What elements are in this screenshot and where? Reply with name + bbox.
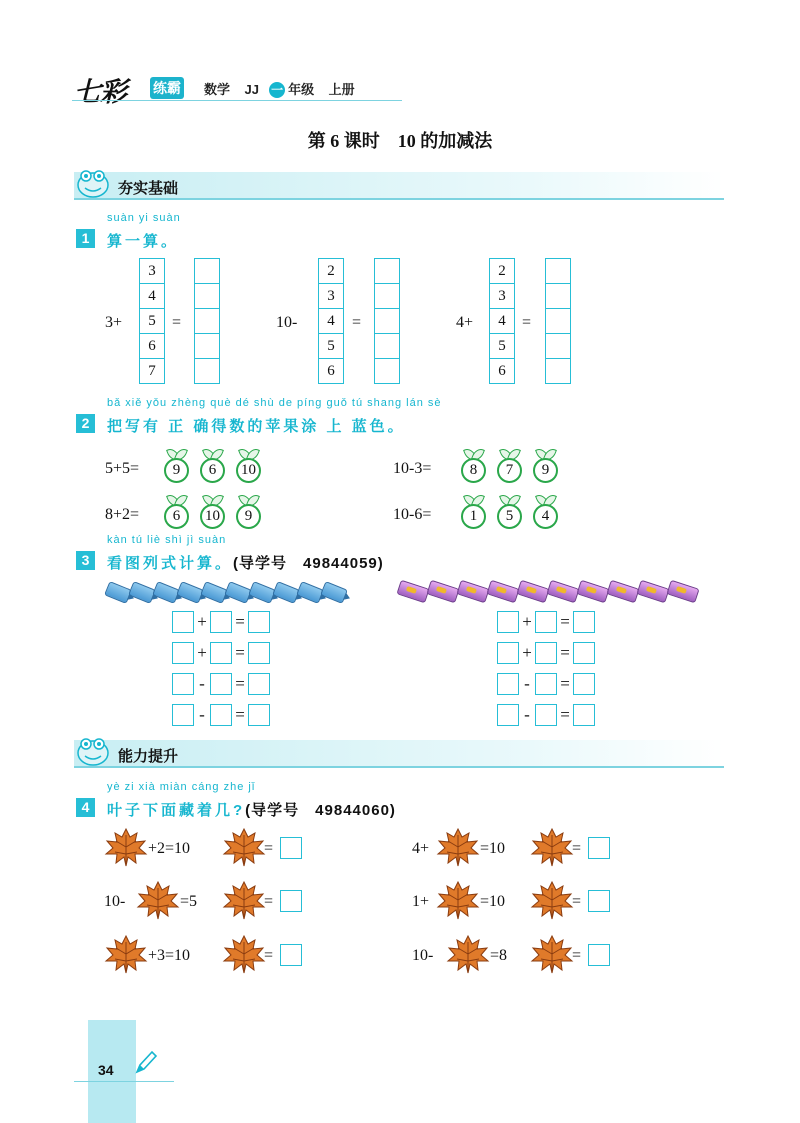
q1-instruction: 算一算。 [107,233,180,250]
footer-divider [74,1081,174,1082]
apple-number: 5 [497,504,522,529]
q4-left-suffix: +3=10 [148,947,191,964]
q1-g2-equals: = [352,314,362,331]
q4-number: 4 [76,798,95,817]
maple-leaf-icon [530,934,574,974]
page-number: 34 [98,1062,114,1078]
q3-number: 3 [76,551,95,570]
q1-g3-prefix: 4+ [456,314,474,331]
section-title-basics: 夯实基础 [118,180,179,197]
apple-number: 10 [236,458,261,483]
q4-right-suffix: =10 [480,840,506,857]
q1-g3-cell: 4 [489,309,515,334]
q3-answer-box[interactable] [210,673,232,695]
q3-answer-box[interactable] [573,673,595,695]
q4-right-prefix: 1+ [412,893,430,910]
lesson-title: 第 6 课时 10 的加减法 [307,131,493,151]
q2-expr: 10-3= [393,460,432,477]
q3-answer-box[interactable] [210,704,232,726]
q3-equation-row [172,699,270,730]
q1-answer-box[interactable] [545,359,571,384]
maple-leaf-icon [530,880,574,920]
q1-answer-box[interactable] [374,359,400,384]
q3-right-equations [497,606,595,730]
q1-g3-cell: 2 [489,258,515,284]
grade-label: 年级 [288,82,315,97]
q3-answer-box[interactable] [210,611,232,633]
q4-right-prefix: 4+ [412,840,430,857]
q1-g1-answer-column [194,258,220,384]
q3-answer-box[interactable] [497,673,519,695]
q2-number: 2 [76,414,95,433]
bus-icon [486,580,519,604]
q3-answer-box[interactable] [535,673,557,695]
bus-icon [456,580,489,604]
q4-equals: = [264,947,274,964]
q1-g1-cell: 3 [139,258,165,284]
subject: 数学 [204,82,231,97]
apple-option[interactable] [497,492,522,528]
q1-g2-input-column [318,258,344,384]
apple-option[interactable] [164,446,189,482]
q3-instruction [107,552,384,573]
q3-answer-box[interactable] [535,704,557,726]
q3-answer-box[interactable] [248,704,270,726]
q3-equation-row [172,668,270,699]
q3-answer-box[interactable] [573,611,595,633]
q1-g1-cell: 6 [139,334,165,359]
q3-op: + [197,642,207,662]
header [72,68,412,108]
apple-option[interactable] [236,492,261,528]
q3-eq: = [560,642,570,662]
q3-op: - [199,704,205,724]
q3-equation-row [172,606,270,637]
q3-answer-box[interactable] [535,642,557,664]
q2-expr: 10-6= [393,506,432,523]
apple-number: 4 [533,504,558,529]
q3-answer-box[interactable] [248,611,270,633]
q3-eq: = [560,611,570,631]
q3-left-equations [172,606,270,730]
q3-answer-box[interactable] [535,611,557,633]
q1-answer-box[interactable] [194,334,220,359]
q4-answer-box[interactable] [280,837,302,859]
q3-op: - [524,673,530,693]
q1-g1-input-column [139,258,165,384]
apple-option[interactable] [200,446,225,482]
q1-g2-cell: 4 [318,309,344,334]
q4-left-suffix: =5 [180,893,198,910]
apple-number: 8 [461,458,486,483]
q1-answer-box[interactable] [194,309,220,334]
q4-answer-box[interactable] [280,890,302,912]
q3-answer-box[interactable] [573,642,595,664]
q3-answer-box[interactable] [172,611,194,633]
cartoon-frog-icon [74,163,112,201]
apple-option[interactable] [461,492,486,528]
bus-icon [666,580,699,604]
apple-number: 6 [200,458,225,483]
q4-equals: = [264,840,274,857]
q3-guide-number: (导学号 49844059) [233,555,384,572]
apple-option[interactable] [533,446,558,482]
maple-leaf-icon [222,827,266,867]
apple-number: 10 [200,504,225,529]
bus-icon [396,580,429,604]
q3-eq: = [235,704,245,724]
q3-answer-box[interactable] [210,642,232,664]
cartoon-frog-icon [74,731,112,769]
q3-equation-row [497,606,595,637]
q3-answer-box[interactable] [497,611,519,633]
bus-icon [516,580,549,604]
pencil-icon [133,1048,159,1076]
q3-pinyin: kàn tú liè shì jì suàn [107,534,227,546]
q4-right-suffix: =10 [480,893,506,910]
q1-answer-box[interactable] [545,258,571,284]
bus-icon [576,580,609,604]
q3-answer-box[interactable] [248,673,270,695]
q1-g1-cell: 5 [139,309,165,334]
maple-leaf-icon [104,934,148,974]
q3-equation-row [497,637,595,668]
q3-op: - [524,704,530,724]
q3-answer-box[interactable] [497,704,519,726]
logo-text: 七彩 [74,77,126,108]
q4-instruction-text: 叶子下面藏着几? [107,802,246,819]
q4-equals: = [572,947,582,964]
grade-circle: 一 [271,83,284,97]
apple-option[interactable] [236,446,261,482]
q3-equation-row [497,699,595,730]
q4-answer-box[interactable] [280,944,302,966]
q1-g3-cell: 5 [489,334,515,359]
q3-equation-row [172,637,270,668]
apple-option[interactable] [200,492,225,528]
apple-number: 9 [236,504,261,529]
apple-number: 6 [164,504,189,529]
q3-eq: = [235,611,245,631]
q1-g2-cell: 5 [318,334,344,359]
apple-option[interactable] [533,492,558,528]
q3-answer-box[interactable] [497,642,519,664]
q3-answer-box[interactable] [248,642,270,664]
q1-g3-input-column [489,258,515,384]
q1-answer-box[interactable] [374,334,400,359]
q1-g3-cell: 6 [489,359,515,384]
q4-right-prefix: 10- [412,947,434,964]
section-title-advanced: 能力提升 [118,748,179,765]
q1-answer-box[interactable] [545,334,571,359]
q3-op: + [522,611,532,631]
q1-number: 1 [76,229,95,248]
q1-g1-prefix: 3+ [105,314,123,331]
q1-answer-box[interactable] [545,284,571,309]
apple-number: 9 [164,458,189,483]
apple-option[interactable] [164,492,189,528]
q1-g3-answer-column [545,258,571,384]
apple-number: 9 [533,458,558,483]
apple-option[interactable] [461,446,486,482]
q3-answer-box[interactable] [172,642,194,664]
q3-op: + [197,611,207,631]
maple-leaf-icon [136,880,180,920]
maple-leaf-icon [222,880,266,920]
q1-g3-cell: 3 [489,284,515,309]
q4-left-prefix: 10- [104,893,126,910]
q2-pinyin: bǎ xiě yǒu zhèng què dé shù de píng guǒ tú shang lán sè [107,397,442,409]
q3-op: + [522,642,532,662]
maple-leaf-icon [530,827,574,867]
q4-answer-box[interactable] [588,890,610,912]
q1-g1-equals: = [172,314,182,331]
q1-g2-cell: 6 [318,359,344,384]
maple-leaf-icon [222,934,266,974]
q1-answer-box[interactable] [545,309,571,334]
q3-eq: = [560,704,570,724]
q4-left-suffix: +2=10 [148,840,191,857]
bus-icon [606,580,639,604]
apple-number: 7 [497,458,522,483]
q4-answer-box[interactable] [588,837,610,859]
q2-expr: 8+2= [105,506,140,523]
q3-answer-box[interactable] [573,704,595,726]
maple-leaf-icon [104,827,148,867]
q1-answer-box[interactable] [374,258,400,284]
q1-g2-answer-column [374,258,400,384]
q4-pinyin: yè zi xià miàn cáng zhe jǐ [107,781,256,793]
apple-number: 1 [461,504,486,529]
bus-icon [546,580,579,604]
q4-equals: = [572,840,582,857]
maple-leaf-icon [436,827,480,867]
q1-answer-box[interactable] [194,359,220,384]
header-divider [72,100,402,101]
q3-op: - [199,673,205,693]
bus-icon [636,580,669,604]
volume: 上册 [328,82,355,97]
q1-g1-cell: 7 [139,359,165,384]
q4-answer-box[interactable] [588,944,610,966]
q1-g2-cell: 3 [318,284,344,309]
q3-equation-row [497,668,595,699]
q4-guide-number: (导学号 49844060) [245,802,396,819]
q1-g1-cell: 4 [139,284,165,309]
q3-eq: = [235,673,245,693]
q1-answer-box[interactable] [374,284,400,309]
q2-expr: 5+5= [105,460,140,477]
q3-eq: = [235,642,245,662]
q4-right-suffix: =8 [490,947,508,964]
q4-equals: = [264,893,274,910]
q3-eq: = [560,673,570,693]
q2-instruction: 把写有 正 确得数的苹果涂 上 蓝色。 [107,418,406,435]
header-info [204,79,355,98]
maple-leaf-icon [446,934,490,974]
edition: JJ [244,82,259,97]
logo-badge: 练霸 [150,77,184,99]
maple-leaf-icon [436,880,480,920]
q3-answer-box[interactable] [172,704,194,726]
bus-icon [426,580,459,604]
q1-g2-cell: 2 [318,258,344,284]
q3-answer-box[interactable] [172,673,194,695]
q1-answer-box[interactable] [374,309,400,334]
q4-instruction [107,799,396,820]
q1-g2-prefix: 10- [276,314,298,331]
apple-option[interactable] [497,446,522,482]
q1-pinyin: suàn yi suàn [107,212,181,224]
q1-answer-box[interactable] [194,258,220,284]
q1-answer-box[interactable] [194,284,220,309]
q1-g3-equals: = [522,314,532,331]
q4-equals: = [572,893,582,910]
q3-instruction-text: 看图列式计算。 [107,555,234,572]
